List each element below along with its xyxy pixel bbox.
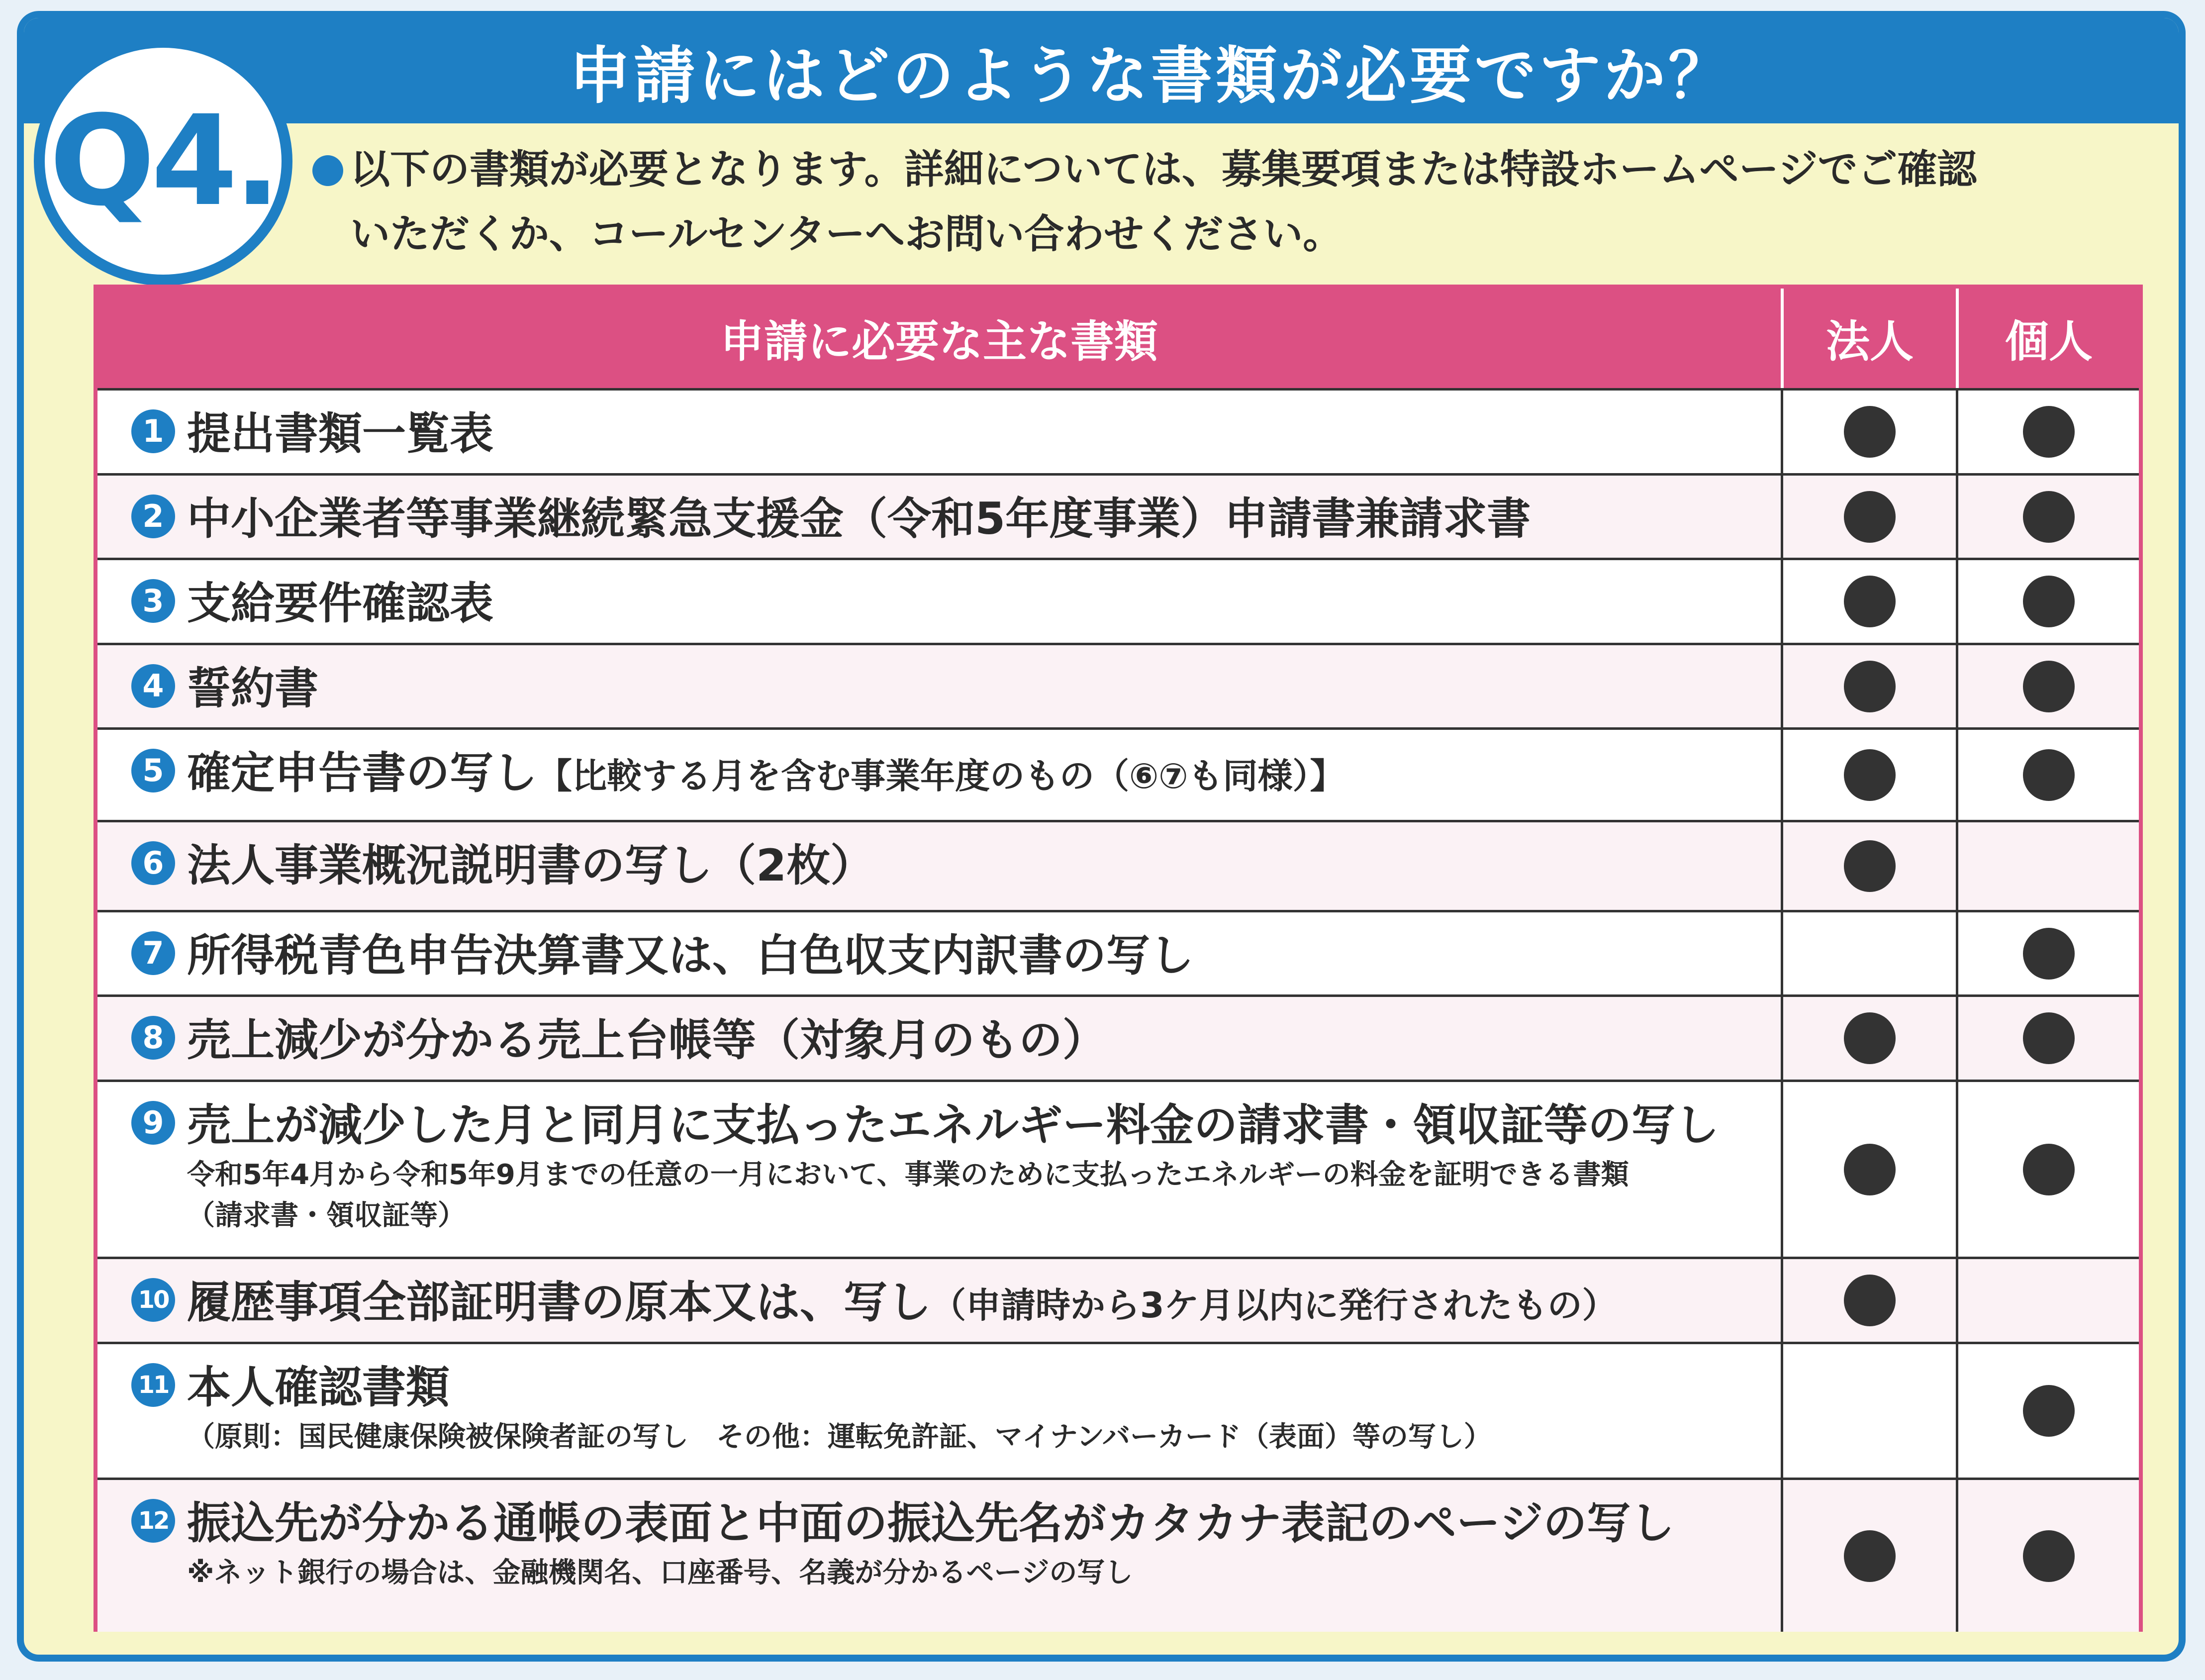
document-title <box>187 490 1781 548</box>
document-cell <box>97 912 1781 994</box>
document-title-text: 支給要件確認表 <box>187 578 494 629</box>
required-dot-icon <box>1844 406 1896 458</box>
document-title <box>187 1096 1781 1155</box>
document-title-text: 誓約書 <box>187 663 319 714</box>
table-row <box>97 473 2139 558</box>
individual-cell <box>1956 1344 2139 1478</box>
individual-cell <box>1956 1082 2139 1257</box>
document-title-text: 所得税青色申告決算書又は、白色収支内訳書の写し <box>187 930 1194 981</box>
corporate-cell <box>1781 997 1956 1080</box>
document-cell <box>97 822 1781 910</box>
required-dot-icon <box>1844 661 1896 712</box>
document-note: 【比較する月を含む事業年度のもの（⑥⑦も同様）】 <box>537 756 1345 796</box>
document-title-text: 提出書類一覧表 <box>187 408 494 459</box>
document-title-text: 売上が減少した月と同月に支払ったエネルギー料金の請求書・領収証等の写し <box>187 1099 1720 1151</box>
document-title <box>187 1358 1781 1417</box>
item-number-badge: 10 <box>131 1278 175 1322</box>
individual-cell <box>1956 730 2139 820</box>
item-number-badge: 8 <box>131 1016 175 1060</box>
document-title-text: 法人事業概況説明書の写し（2枚） <box>187 840 874 891</box>
page-title: 申請にはどのような書類が必要ですか？ <box>569 40 1733 112</box>
table-row <box>97 558 2139 643</box>
document-title <box>187 744 1781 805</box>
item-number-badge: 7 <box>131 931 175 975</box>
individual-cell <box>1956 1480 2139 1632</box>
document-cell <box>97 560 1781 643</box>
individual-cell <box>1956 822 2139 910</box>
document-title-text: 確定申告書の写し <box>187 747 538 798</box>
item-number-badge: 4 <box>131 664 175 708</box>
item-number-badge: 5 <box>131 749 175 792</box>
table-row <box>97 388 2139 473</box>
corporate-cell <box>1781 1480 1956 1632</box>
document-title <box>187 926 1781 985</box>
intro-text <box>312 137 2083 267</box>
corporate-cell <box>1781 1344 1956 1478</box>
header-individual: 個人 <box>1956 289 2139 388</box>
table-row <box>97 727 2139 820</box>
document-cell <box>97 1480 1781 1632</box>
corporate-cell <box>1781 822 1956 910</box>
required-dot-icon <box>2023 491 2075 543</box>
table-row <box>97 910 2139 994</box>
required-dot-icon <box>1844 1530 1896 1582</box>
required-dot-icon <box>2023 1530 2075 1582</box>
required-dot-icon <box>2023 1012 2075 1064</box>
corporate-cell <box>1781 730 1956 820</box>
item-number-badge: 11 <box>131 1363 175 1407</box>
corporate-cell <box>1781 560 1956 643</box>
required-dot-icon <box>2023 1144 2075 1195</box>
required-dot-icon <box>2023 406 2075 458</box>
table-row <box>97 1478 2139 1632</box>
document-cell <box>97 997 1781 1080</box>
required-dot-icon <box>1844 1275 1896 1326</box>
document-cell <box>97 476 1781 558</box>
document-title <box>187 1011 1781 1070</box>
required-dot-icon <box>1844 1012 1896 1064</box>
individual-cell <box>1956 560 2139 643</box>
document-title-text: 履歴事項全部証明書の原本又は、写し <box>187 1277 932 1328</box>
required-dot-icon <box>1844 749 1896 801</box>
required-dot-icon <box>2023 661 2075 712</box>
document-subnote: （原則：国民健康保険被保険者証の写し その他：運転免許証、マイナンバーカード（表面）等の写し） <box>187 1421 1492 1453</box>
required-dot-icon <box>1844 840 1896 892</box>
required-dot-icon <box>2023 749 2075 801</box>
required-dot-icon <box>1844 1144 1896 1195</box>
corporate-cell <box>1781 645 1956 727</box>
table-row <box>97 1257 2139 1342</box>
document-title-text: 中小企業者等事業継続緊急支援金（令和5年度事業）申請書兼請求書 <box>187 493 1531 544</box>
table-header <box>97 289 2139 388</box>
intro-line-2: いただくか、コールセンターへお問い合わせください。 <box>350 211 1343 257</box>
header-documents: 申請に必要な主な書類 <box>720 316 1158 367</box>
required-dot-icon <box>1844 576 1896 627</box>
table-row <box>97 1342 2139 1478</box>
header-corporate: 法人 <box>1781 289 1956 388</box>
question-badge <box>34 37 292 286</box>
document-title <box>187 574 1781 633</box>
corporate-cell <box>1781 912 1956 994</box>
document-note: （申請時から3ケ月以内に発行されたもの） <box>931 1285 1617 1326</box>
individual-cell <box>1956 1259 2139 1342</box>
document-cell <box>97 645 1781 727</box>
corporate-cell <box>1781 391 1956 473</box>
item-number-badge: 3 <box>131 579 175 623</box>
required-dot-icon <box>2023 576 2075 627</box>
document-cell <box>97 1082 1781 1257</box>
individual-cell <box>1956 391 2139 473</box>
item-number-badge: 2 <box>131 494 175 538</box>
document-subnote: （請求書・領収証等） <box>187 1199 466 1232</box>
document-subnote: 令和5年4月から令和5年9月までの任意の一月において、事業のために支払ったエネルギーの料金を証明できる書類 <box>187 1159 1629 1191</box>
document-title <box>187 1494 1781 1553</box>
individual-cell <box>1956 912 2139 994</box>
intro-line-1: 以下の書類が必要となります。詳細については、募集要項または特設ホームページでご確認 <box>350 146 1977 193</box>
required-dot-icon <box>2023 1385 2075 1437</box>
individual-cell <box>1956 645 2139 727</box>
individual-cell <box>1956 997 2139 1080</box>
document-cell <box>97 730 1781 820</box>
document-title-text: 売上減少が分かる売上台帳等（対象月のもの） <box>187 1014 1107 1066</box>
document-title-text: 本人確認書類 <box>187 1362 450 1413</box>
required-dot-icon <box>2023 928 2075 980</box>
table-row <box>97 1080 2139 1257</box>
document-cell <box>97 1259 1781 1342</box>
item-number-badge: 1 <box>131 409 175 453</box>
q4-panel <box>17 11 2186 1662</box>
title-bar <box>24 18 2179 123</box>
item-number-badge: 12 <box>131 1499 175 1543</box>
document-title <box>187 659 1781 718</box>
document-subnote: ※ネット銀行の場合は、金融機関名、口座番号、名義が分かるページの写し <box>187 1557 1133 1589</box>
item-number-badge: 9 <box>131 1101 175 1145</box>
document-cell <box>97 391 1781 473</box>
corporate-cell <box>1781 476 1956 558</box>
bullet-dot-icon <box>312 155 343 186</box>
corporate-cell <box>1781 1082 1956 1257</box>
document-title-text: 振込先が分かる通帳の表面と中面の振込先名がカタカナ表記のページの写し <box>187 1497 1675 1549</box>
documents-table <box>94 285 2143 1632</box>
document-title <box>187 836 1781 895</box>
document-cell <box>97 1344 1781 1478</box>
corporate-cell <box>1781 1259 1956 1342</box>
table-row <box>97 820 2139 910</box>
document-title <box>187 404 1781 463</box>
table-row <box>97 994 2139 1080</box>
table-row <box>97 643 2139 727</box>
item-number-badge: 6 <box>131 841 175 885</box>
question-number: Q4. <box>49 89 277 233</box>
individual-cell <box>1956 476 2139 558</box>
required-dot-icon <box>1844 491 1896 543</box>
document-title <box>187 1273 1781 1335</box>
